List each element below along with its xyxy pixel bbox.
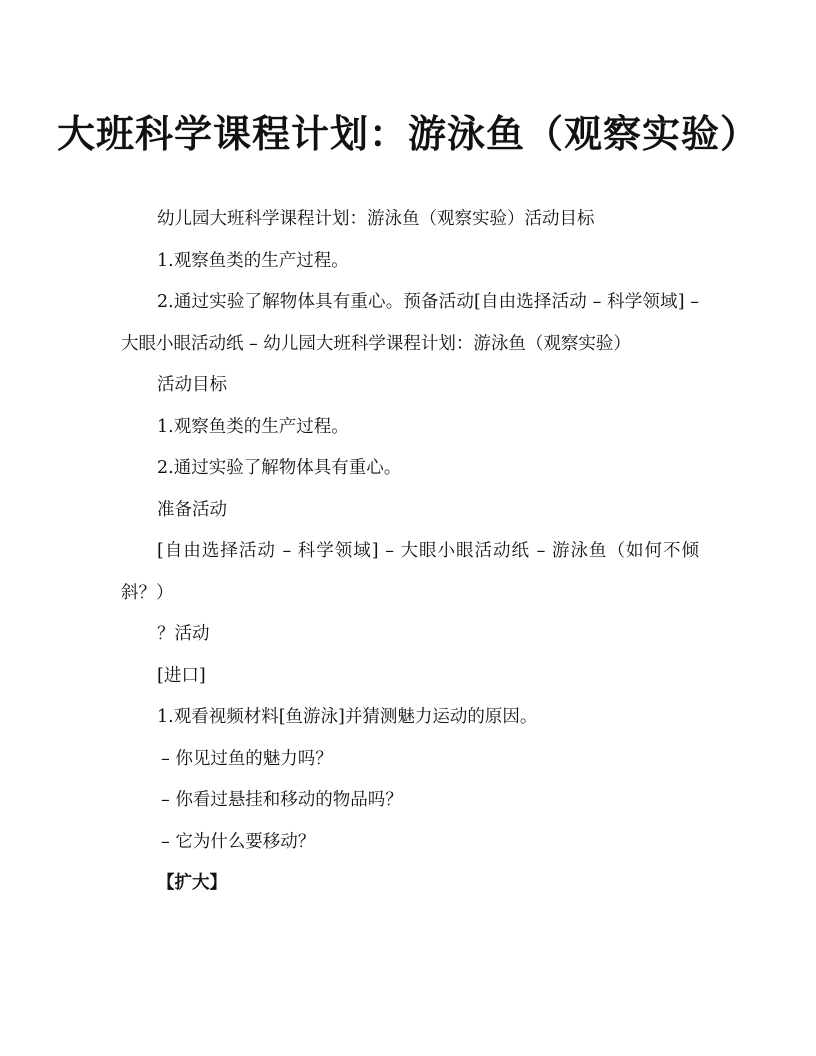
paragraph: 1.观察鱼类的生产过程。 bbox=[157, 250, 349, 271]
question-item: – 它为什么要移动？ bbox=[161, 831, 316, 852]
paragraph: 2.通过实验了解物体具有重心。预备活动[自由选择活动 – 科学领域] – 大眼小眼活动纸 – 幼儿园大班科学课程计划：游泳鱼（观察实验） bbox=[121, 292, 699, 354]
paragraph: [自由选择活动 – 科学领域] – 大眼小眼活动纸 – 游泳鱼（如何不倾斜？） bbox=[121, 541, 699, 603]
document-body bbox=[121, 199, 699, 905]
paragraph: 2.通过实验了解物体具有重心。 bbox=[157, 458, 402, 478]
section-heading: 【扩大】 bbox=[157, 873, 227, 893]
paragraph: 1.观看视频材料[鱼游泳]并猜测魅力运动的原因。 bbox=[157, 707, 538, 727]
paragraph: 准备活动 bbox=[157, 499, 227, 520]
paragraph: 1.观察鱼类的生产过程。 bbox=[157, 416, 349, 437]
paragraph: 活动目标 bbox=[157, 375, 227, 395]
question-item: – 你见过鱼的魅力吗？ bbox=[161, 748, 333, 769]
paragraph: [进口] bbox=[157, 665, 206, 686]
paragraph: ？活动 bbox=[157, 624, 210, 644]
document-title: 大班科学课程计划：游泳鱼（观察实验） bbox=[56, 111, 759, 156]
paragraph: 幼儿园大班科学课程计划：游泳鱼（观察实验）活动目标 bbox=[157, 209, 595, 229]
question-item: – 你看过悬挂和移动的物品吗？ bbox=[161, 790, 403, 810]
